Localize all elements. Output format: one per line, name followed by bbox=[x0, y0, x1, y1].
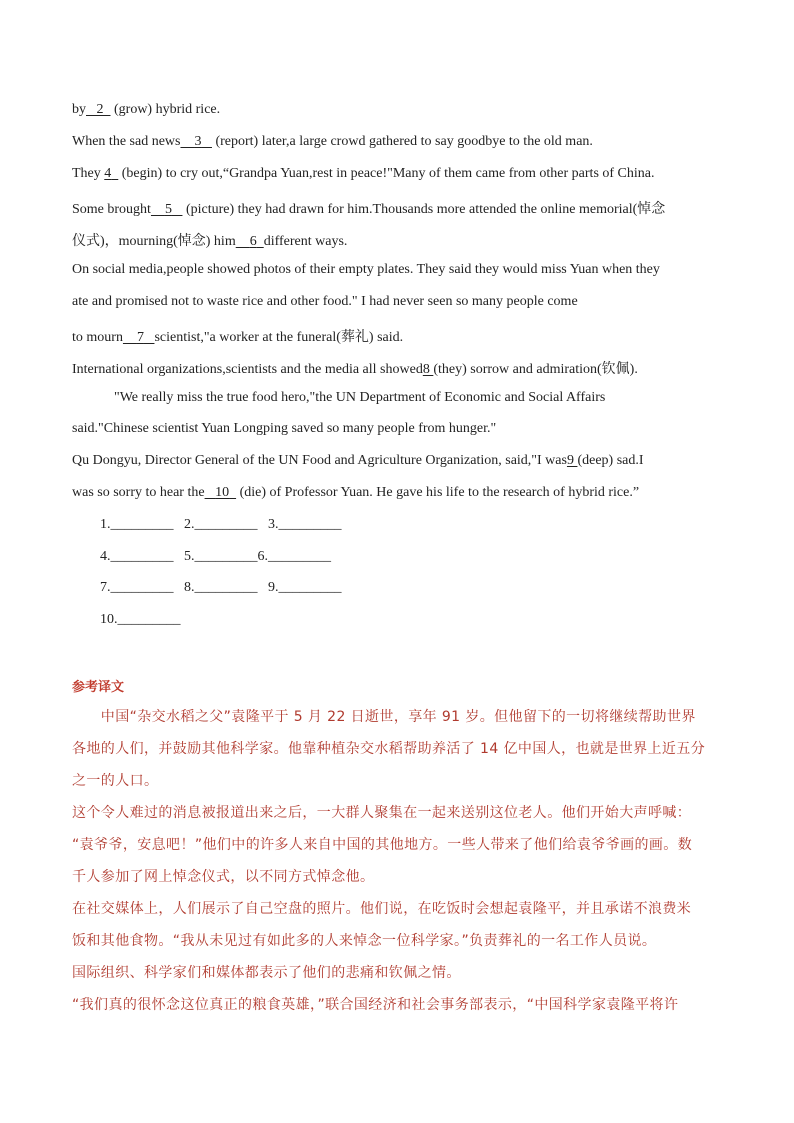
passage-line-12: Qu Dongyu, Director General of the UN Food and Agriculture Organization, said,"I was9 (deep) sad.I bbox=[72, 453, 644, 468]
translation-line: 国际组织、科学家们和媒体都表示了他们的悲痛和钦佩之情。 bbox=[72, 965, 461, 981]
translation-heading: 参考译文 bbox=[72, 680, 125, 695]
passage-line-4: Some brought 5 (picture) they had drawn for him.Thousands more attended the online memorial(悼念 bbox=[72, 202, 666, 217]
passage-line-5: 仪式)，mourning(悼念) him 6 different ways. bbox=[72, 234, 348, 249]
passage-line-3: They 4 (begin) to cry out,“Grandpa Yuan,rest in peace!"Many of them came from other parts of China. bbox=[72, 166, 655, 181]
answer-row-3[interactable]: 7._________ 8._________ 9._________ bbox=[100, 580, 342, 595]
passage-line-10: "We really miss the true food hero,"the UN Department of Economic and Social Affairs bbox=[114, 390, 606, 405]
blank-9: 9 bbox=[566, 453, 578, 468]
blank-10: 10 bbox=[215, 485, 230, 500]
translation-line: “我们真的很怀念这位真正的粮食英雄，”联合国经济和社会事务部表示，“中国科学家袁隆平将许 bbox=[72, 997, 679, 1013]
passage-line-11: said."Chinese scientist Yuan Longping saved so many people from hunger." bbox=[72, 421, 497, 436]
blank-6: 6 bbox=[249, 234, 257, 249]
translation-line: 千人参加了网上悼念仪式，以不同方式悼念他。 bbox=[72, 869, 375, 885]
passage-line-2: When the sad news 3 (report) later,a large crowd gathered to say goodbye to the old man. bbox=[72, 134, 593, 149]
blank-5: 5 bbox=[164, 202, 172, 217]
passage-line-1 bbox=[72, 102, 220, 118]
answer-row-2[interactable]: 4._________ 5._________6._________ bbox=[100, 549, 331, 564]
blank-8: 8 bbox=[422, 362, 434, 377]
answer-row-1[interactable]: 1._________ 2._________ 3._________ bbox=[100, 517, 342, 532]
translation-line: 中国“杂交水稻之父”袁隆平于 5 月 22 日逝世，享年 91 岁。但他留下的一切将继续帮助世界 bbox=[72, 709, 696, 725]
passage-line-9: International organizations,scientists and the media all showed8 (they) sorrow and admiration(钦佩). bbox=[72, 362, 638, 377]
blank-3: 3 bbox=[194, 134, 202, 149]
translation-line: “袁爷爷，安息吧！”他们中的许多人来自中国的其他地方。一些人带来了他们给袁爷爷画的画。数 bbox=[72, 837, 693, 853]
passage-line-8: to mourn 7 scientist,"a worker at the funeral(葬礼) said. bbox=[72, 330, 404, 345]
passage-line-7: ate and promised not to waste rice and other food." I had never seen so many people come bbox=[72, 294, 578, 309]
translation-line: 之一的人口。 bbox=[72, 773, 159, 789]
text-segment: by bbox=[72, 102, 86, 117]
translation-line: 各地的人们，并鼓励其他科学家。他靠种植杂交水稻帮助养活了 14 亿中国人，也就是世界上近五分 bbox=[72, 741, 706, 757]
blank-4: 4 bbox=[104, 166, 112, 181]
answer-row-4[interactable]: 10._________ bbox=[100, 612, 181, 627]
text-segment: (grow) hybrid rice. bbox=[110, 102, 221, 117]
passage-line-13: was so sorry to hear the 10 (die) of Professor Yuan. He gave his life to the research of hybrid rice.” bbox=[72, 485, 640, 500]
blank-2: 2 bbox=[96, 102, 104, 117]
passage-line-6: On social media,people showed photos of their empty plates. They said they would miss Yuan when they bbox=[72, 262, 660, 277]
translation-line: 这个令人难过的消息被报道出来之后，一大群人聚集在一起来送别这位老人。他们开始大声呼喊： bbox=[72, 805, 692, 821]
translation-line: 在社交媒体上，人们展示了自己空盘的照片。他们说，在吃饭时会想起袁隆平，并且承诺不浪费米 bbox=[72, 901, 692, 917]
blank-7: 7 bbox=[136, 330, 144, 345]
translation-line: 饭和其他食物。“我从未见过有如此多的人来悼念一位科学家。”负责葬礼的一名工作人员说。 bbox=[72, 933, 657, 949]
